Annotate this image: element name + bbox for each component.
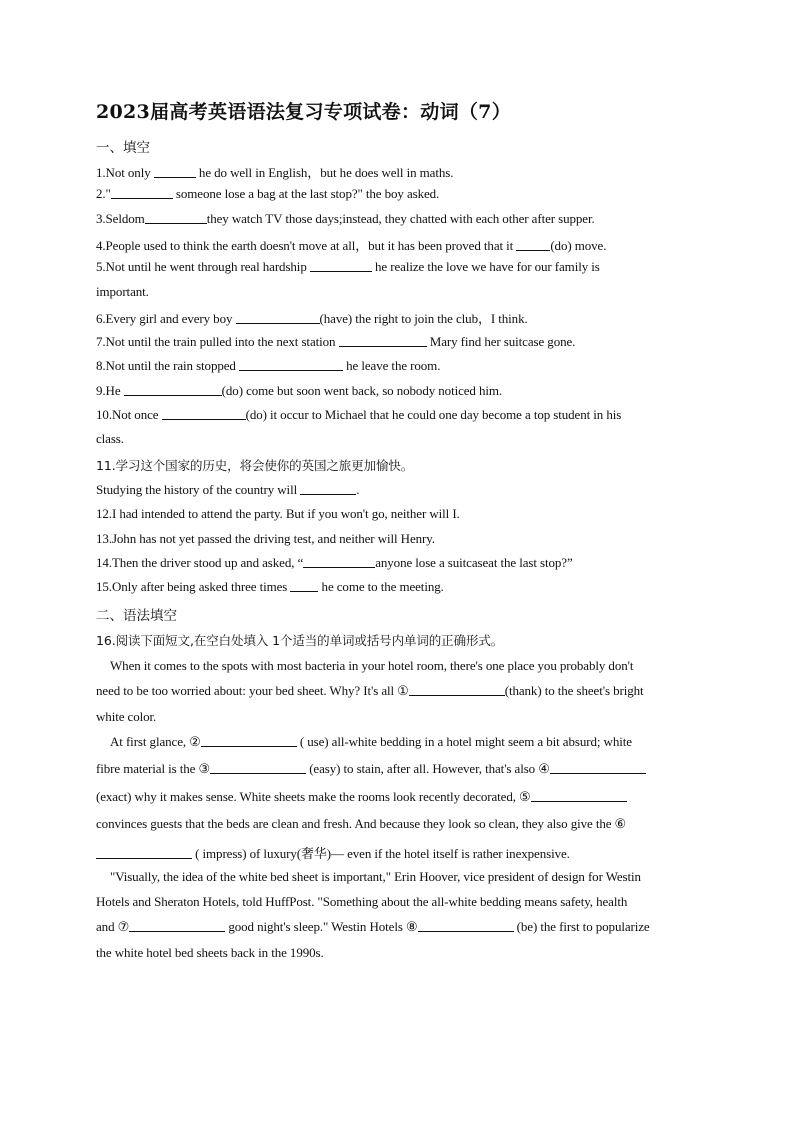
- passage-line-12: the white hotel bed sheets back in the 1990s.: [96, 945, 324, 960]
- q14-text-b: anyone lose a suitcaseat the last stop?”: [375, 555, 573, 570]
- q6-blank[interactable]: [236, 311, 320, 324]
- passage-line-8: [96, 843, 570, 862]
- passage-text: fibre material is the ③: [96, 761, 211, 776]
- section-heading-grammar-fill: 二、语法填空: [96, 608, 177, 624]
- q11-text-a: Studying the history of the country will: [96, 482, 301, 497]
- passage-blank-6[interactable]: [96, 846, 192, 859]
- question-15: [96, 579, 444, 595]
- page-title: 2023届高考英语语法复习专项试卷：动词（7）: [96, 101, 512, 123]
- q11-text-b: .: [356, 482, 360, 497]
- passage-text: At first glance, ②: [110, 734, 201, 749]
- question-16-instruction: 16.阅读下面短文,在空白处填入 1个适当的单词或括号内单词的正确形式。: [96, 633, 504, 648]
- q9-blank[interactable]: [124, 383, 222, 396]
- q6-text-b: (have) the right to join the club，I think.: [319, 311, 528, 326]
- passage-blank-8[interactable]: [418, 919, 514, 932]
- passage-blank-5[interactable]: [531, 789, 627, 802]
- passage-text: and ⑦: [96, 919, 130, 934]
- q1-text-a: 1.Not only: [96, 165, 154, 180]
- question-8: [96, 358, 440, 374]
- question-4: [96, 235, 606, 254]
- passage-blank-1[interactable]: [409, 683, 505, 696]
- q14-blank[interactable]: [303, 555, 375, 568]
- q15-blank[interactable]: [290, 579, 318, 592]
- question-1: [96, 162, 453, 181]
- question-2: [96, 186, 439, 202]
- passage-blank-7[interactable]: [129, 919, 225, 932]
- q9-text-a: 9.He: [96, 383, 124, 398]
- question-12: 12.I had intended to attend the party. But if you won't go, neither will I.: [96, 506, 460, 521]
- q10-text-b: (do) it occur to Michael that he could one day become a top student in his: [245, 407, 622, 422]
- question-9: [96, 383, 502, 399]
- passage-text: ( use) all-white bedding in a hotel might seem a bit absurd; white: [296, 734, 632, 749]
- question-5-continued: important.: [96, 284, 149, 299]
- q5-text-a: 5.Not until he went through real hardship: [96, 259, 310, 274]
- q8-blank[interactable]: [239, 358, 343, 371]
- passage-blank-4[interactable]: [550, 761, 646, 774]
- passage-blank-3[interactable]: [210, 761, 306, 774]
- passage-line-6: [96, 789, 627, 805]
- q10-blank[interactable]: [162, 407, 246, 420]
- passage-line-2: [96, 683, 644, 699]
- question-11: [96, 482, 359, 498]
- passage-text: ( impress) of luxury(奢华)— even if the hotel itself is rather inexpensive.: [192, 846, 570, 861]
- question-14: [96, 555, 573, 571]
- question-6: [96, 308, 528, 327]
- passage-line-5: [96, 761, 646, 777]
- q11-blank[interactable]: [300, 482, 356, 495]
- q2-blank[interactable]: [111, 186, 173, 199]
- question-11-chinese: 11.学习这个国家的历史，将会使你的英国之旅更加愉快。: [96, 458, 414, 473]
- question-13: 13.John has not yet passed the driving test, and neither will Henry.: [96, 531, 435, 546]
- q14-text-a: 14.Then the driver stood up and asked, “: [96, 555, 304, 570]
- q5-blank[interactable]: [310, 259, 372, 272]
- q1-text-b: he do well in English，but he does well in maths.: [195, 165, 454, 180]
- q8-text-a: 8.Not until the rain stopped: [96, 358, 239, 373]
- passage-line-10: Hotels and Sheraton Hotels, told HuffPost. "Something about the all-white bedding means safety, health: [96, 894, 628, 909]
- passage-text: need to be too worried about: your bed sheet. Why? It's all ①: [96, 683, 409, 698]
- passage-line-11: [96, 919, 650, 935]
- q4-text-a: 4.People used to think the earth doesn't move at all，but it has been proved that it: [96, 238, 517, 253]
- passage-line-7: convinces guests that the beds are clean and fresh. And because they look so clean, they also give the ⑥: [96, 816, 627, 831]
- question-3: [96, 211, 595, 227]
- q6-text-a: 6.Every girl and every boy: [96, 311, 236, 326]
- section-heading-fill-blank: 一、填空: [96, 140, 150, 156]
- q3-text-b: they watch TV those days;instead, they chatted with each other after supper.: [206, 211, 595, 226]
- question-7: [96, 334, 575, 350]
- passage-text: (easy) to stain, after all. However, that's also ④: [306, 761, 550, 776]
- q1-blank[interactable]: [154, 165, 196, 178]
- passage-text: (be) the first to popularize: [513, 919, 650, 934]
- q8-text-b: he leave the room.: [342, 358, 441, 373]
- q2-text-b: someone lose a bag at the last stop?" the boy asked.: [172, 186, 440, 201]
- passage-text: (exact) why it makes sense. White sheets make the rooms look recently decorated, ⑤: [96, 789, 531, 804]
- q4-blank[interactable]: [516, 238, 550, 251]
- q2-text-a: 2.": [96, 186, 111, 201]
- passage-blank-2[interactable]: [201, 734, 297, 747]
- q10-text-a: 10.Not once: [96, 407, 162, 422]
- q9-text-b: (do) come but soon went back, so nobody noticed him.: [221, 383, 503, 398]
- q7-text-b: Mary find her suitcase gone.: [426, 334, 576, 349]
- q7-blank[interactable]: [339, 334, 427, 347]
- passage-text: good night's sleep." Westin Hotels ⑧: [225, 919, 418, 934]
- q3-blank[interactable]: [145, 211, 207, 224]
- q5-text-b: he realize the love we have for our family is: [371, 259, 600, 274]
- passage-line-9: "Visually, the idea of the white bed sheet is important," Erin Hoover, vice president of design for Westin: [110, 869, 641, 884]
- passage-line-3: white color.: [96, 709, 157, 724]
- q3-text-a: 3.Seldom: [96, 211, 145, 226]
- passage-line-1: When it comes to the spots with most bacteria in your hotel room, there's one place you probably don't: [110, 658, 634, 673]
- question-10: [96, 407, 621, 423]
- q15-text-b: he come to the meeting.: [318, 579, 444, 594]
- question-10-continued: class.: [96, 431, 124, 446]
- passage-line-4: [110, 734, 632, 750]
- q7-text-a: 7.Not until the train pulled into the next station: [96, 334, 339, 349]
- passage-text: (thank) to the sheet's bright: [504, 683, 644, 698]
- q4-text-b: (do) move.: [550, 238, 607, 253]
- question-5: [96, 259, 600, 275]
- q15-text-a: 15.Only after being asked three times: [96, 579, 291, 594]
